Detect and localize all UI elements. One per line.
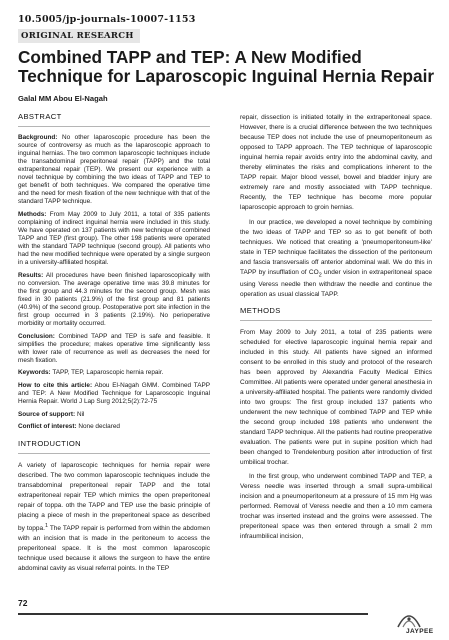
introduction-paragraph-2: In our practice, we developed a novel technique by combining the two ideas of TAPP and TEP so as to get benefit of both techniques. We noticed that creating a 'pneumoperitoneum-like' state in TEP technique facilitates the dissection of the peritoneum and fascia transversalis off anterior abdominal wall. We do this in TAPP by insufflation of $CO_2$ under vision in extraperitoneal space using Veress needle then withdraw the needle and continue the operation as usual classical TAPP. [240, 218, 432, 298]
subscript: 2 [318, 271, 322, 278]
introduction-paragraph: A variety of laparoscopic techniques for hernia repair were described. The two common laparoscopic techniques include the transabdominal preperitoneal repair TAPP and the total extraperitoneal repair TEP which mimics the open preperitoneal repair of toppa. oth the TAPP and TEP use the basic principle of placing a piece of mesh in the preperitoneal space as described by toppa.$^1$ The TAPP repair is performed from within the abdomen with an incision that is made in the peritoneum to access the preperitoneal space. It is the most common laparoscopic technique used because it allows the surgeon to have the entire abdominal cavity as visual referral points. In the TEP [18, 462, 210, 573]
page-number: 72 [18, 598, 28, 608]
abstract-conclusion: Conclusion: Combined TAPP and TEP is safe and feasible. It simplifies the procedure; makes operative time significantly less with lower rate of recurrence as well as decreases the need for mesh fixation. [18, 332, 210, 364]
methods-paragraph-2: In the first group, who underwent combined TAPP and TEP, a Veress needle was inserted through a small supra-umbilical incision and a pneumoperitoneum at a pressure of 15 mm Hg was performed. Removal of Veress needle and then a 10 mm camera trochar was inserted instead and the groins were assessed. The preperitoneal space was then entered through a small 2 mm infraumbilical incision, [240, 473, 432, 541]
support-label: Source of support: [18, 410, 76, 418]
abstract-heading: ABSTRACT [18, 112, 62, 121]
methods-heading: METHODS [240, 305, 281, 315]
keywords: Keywords: TAPP, TEP, Laparoscopic hernia repair. [18, 369, 164, 377]
keywords-label: Keywords: [18, 369, 51, 377]
right-column [240, 113, 432, 547]
conflict-label: Conflict of interest: [18, 423, 77, 431]
citation-superscript: 1 [44, 523, 48, 530]
left-column [18, 113, 210, 579]
methods-paragraph-1: From May 2009 to July 2011, a total of 235 patients were scheduled for elective laparoscopic inguinal hernia repair and included in this study. All patients have signed an informed consent to be enrolled in this study and protocol of the research has been approved by Alexandria Faculty Medical Ethics Committee. All patients were operated under general anesthesia in a university-affiliated hospital. The patients were randomly divided into two groups: The first group included 137 patients who underwent the new technique of combined TAPP and TEP while the second group included 198 patients who underwent the standard TAPP technique. All the patients had routine preoperative evaluation. The patients were put in supine position which had been changed to Trendelenburg position after introduction of first umbilical trochar. [240, 328, 432, 466]
background-label: Background: [18, 134, 58, 142]
heading-rule [18, 126, 210, 127]
publisher-logo-icon [394, 609, 424, 629]
results-label: Results: [18, 271, 44, 279]
cite-label: How to cite this article: [18, 381, 93, 389]
abstract-background: Background: No other laparoscopic procedure has been the source of controversy as much as the laparoscopic approach to inguinal hernias. The two common laparoscopic techniques include the transabdominal preperitoneal repair (TAPP) and the total extraperitoneal repair (TEP). We present our experience with a novel technique by combining the two ideas of TAPP and TEP to get benefit of both techniques. We compared the operative time and the need for mesh fixation of the new technique with that of the standard TAPP technique. [18, 134, 210, 206]
source-of-support: Source of support: Nil [18, 410, 85, 418]
article-title: Combined TAPP and TEP: A New Modified Technique for Laparoscopic Inguinal Hernia Repair [18, 47, 435, 86]
conclusion-label: Conclusion: [18, 332, 55, 340]
abstract-results: Results: All procedures have been finished laparoscopically with no conversion. The average operative time was 39.8 minutes for the first group and 44.3 minutes for the second group. Mesh was fixed in 30 patients (21.9%) of the first group and 81 patients (40.9%) of the second group. Postoperative port site infection in the first group occurred in 3 patients (2.19%). No perioperative morbidity or mortality occurred. [18, 271, 210, 328]
author: Galal MM Abou El-Nagah [18, 94, 108, 103]
conflict-of-interest: Conflict of interest: None declared [18, 423, 120, 431]
heading-rule [18, 453, 210, 454]
methods-label: Methods: [18, 210, 47, 218]
citation: How to cite this article: Abou El-Nagah GMM. Combined TAPP and TEP: A New Modified Technique for Laparoscopic Inguinal Hernia Repair. World J Lap Surg 2012;5(2):72-75 [18, 381, 210, 405]
introduction-continued: repair, dissection is initiated totally in the extraperitoneal space. However, there is a crucial difference between the two techniques because TEP does not include the use of pneumoperitoneum as opposed to TAPP approach. The TEP technique of laparoscopic inguinal hernia repair avoids entry into the abdominal cavity, and thereby eliminates the risks and complications inherent to the TAPP repair. Major blood vessel, bowel and bladder injury are extremely rare and mostly associated with TAPP technique. Recently, the TEP technique has become more popular laparoscopic approach to groin hernias. [240, 114, 432, 211]
introduction-heading: INTRODUCTION [18, 439, 82, 449]
abstract-methods: Methods: From May 2009 to July 2011, a total of 335 patients complaining of indirect inguinal hernia were included in this study. We have operated on 137 patients with new technique of combined TAPP and TEP (first group). The other 198 patients were operated with the standard TAPP technique (second group). All patients who had the new modified technique were operated by a single surgeon in a university-affiliated hospital. [18, 210, 210, 267]
article-type-badge: ORIGINAL RESEARCH [18, 29, 140, 43]
footer-rule [18, 613, 368, 615]
doi: 10.5005/jp-journals-10007-1153 [18, 14, 196, 25]
publisher-name: JAYPEE [406, 628, 434, 635]
heading-rule [240, 320, 432, 321]
